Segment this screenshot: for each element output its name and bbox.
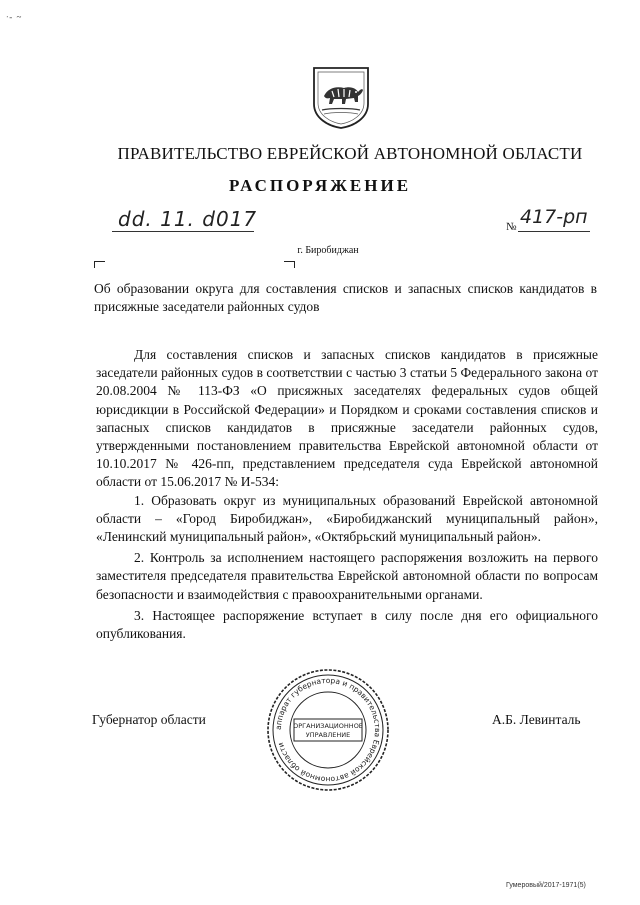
item-1-paragraph: 1. Образовать округ из муниципальных образований Еврейской автономной области – «Город Биробиджан», «Биробиджанский муниципальный район», «Ленинский муниципальный район», «Октябрьский муниципальный район». (96, 492, 598, 545)
preamble-paragraph: Для составления списков и запасных списков кандидатов в присяжные заседатели районных судов в соответствии с частью 3 статьи 5 Федерального закона от 20.08.2004 № 113-ФЗ «О присяжных заседателях федеральных судов общей юрисдикции в Российской Федерации» и Порядком и сроками составления списков и запасных списков кандидатов в присяжные заседатели районных судов, утвержденными постановлением правительства Еврейской автономной области от 10.10.2017 № 426-пп, представлением председателя суда Еврейской автономной области от 15.06.2017 № И-534: (96, 347, 598, 490)
document-body (96, 346, 598, 643)
subject-bracket-left (94, 261, 105, 268)
government-title: ПРАВИТЕЛЬСТВО ЕВРЕЙСКОЙ АВТОНОМНОЙ ОБЛАСТИ (117, 144, 583, 163)
date-underline (112, 231, 254, 232)
corner-mark: ᐧ- ~ (6, 12, 23, 22)
item-2-paragraph: 2. Контроль за исполнением настоящего распоряжения возложить на первого заместителя председателя правительства Еврейской автономной области по вопросам безопасности и взаимодействия с правоохранительными органами. (96, 550, 598, 602)
signer-name: А.Б. Левинталь (492, 712, 581, 727)
stamp-ring-text: аппарат губернатора и правительства Еврейской автономной области (273, 675, 383, 785)
item-3-paragraph: 3. Настоящее распоряжение вступает в силу после дня его официального опубликования. (96, 607, 598, 642)
subject-bracket-right (284, 261, 295, 268)
footer-document-code: Гумеровый/2017-1971(5) (506, 882, 586, 889)
signer-title: Губернатор области (92, 712, 206, 727)
coat-of-arms-emblem (312, 66, 370, 130)
document-number-handwritten: 417-рп (520, 206, 588, 228)
date-handwritten: dd. 11. d017 (118, 207, 258, 231)
stamp-center-line1: ОРГАНИЗАЦИОННОЕ (293, 722, 363, 730)
number-prefix: № (506, 221, 517, 233)
document-type-heading: РАСПОРЯЖЕНИЕ (228, 176, 412, 195)
stamp-center-line2: УПРАВЛЕНИЕ (305, 731, 351, 739)
official-stamp (264, 666, 392, 794)
document-subject: Об образовании округа для составления списков и запасных списков кандидатов в присяжные заседатели районных судов (94, 281, 597, 314)
city-label: г. Биробиджан (297, 245, 359, 256)
number-underline (518, 231, 590, 232)
